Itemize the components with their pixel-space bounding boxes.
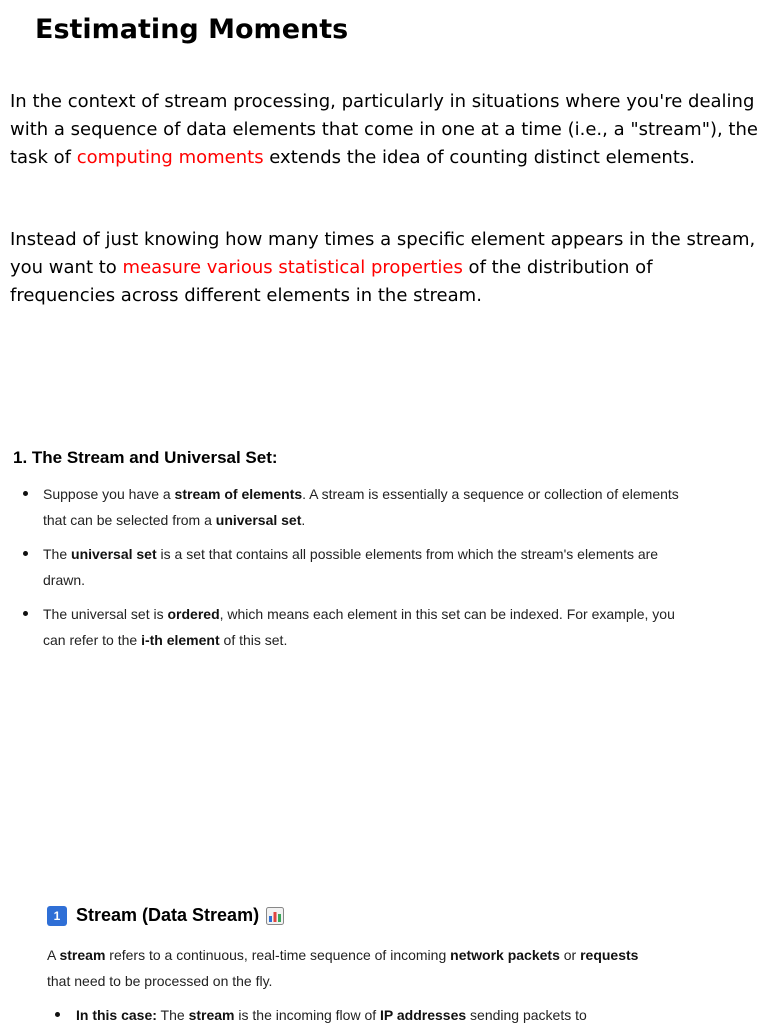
body-text: refers to a continuous, real-time sequence of incoming <box>105 947 451 963</box>
para1-text-before: In the context of stream processing, particularly in situations where you're dealing with a sequence of data elements that come in one at a time (i.e., a "stream"), the task of <box>10 91 758 168</box>
body-text: or <box>559 947 581 963</box>
page-title: Estimating Moments <box>35 14 349 45</box>
body-bold: stream <box>59 947 106 963</box>
item-bold: universal set <box>215 512 302 528</box>
intro-paragraph <box>10 88 760 172</box>
second-paragraph <box>10 226 760 310</box>
item-text: . <box>301 512 306 528</box>
para2-text-before: Instead of just knowing how many times a specific element appears in the stream, you want to <box>10 229 756 278</box>
section1-heading: 1. The Stream and Universal Set: <box>13 448 278 467</box>
item-bold: stream of elements <box>174 486 303 502</box>
number-one-keycap-icon: 1 <box>47 906 67 926</box>
item-text: The <box>156 1007 189 1023</box>
section2-heading <box>47 905 284 926</box>
section2-heading-text: Stream (Data Stream) <box>76 905 260 925</box>
para2-highlight: measure various statistical properties <box>122 257 463 278</box>
item-bold: universal set <box>71 546 157 562</box>
list-item <box>20 481 700 533</box>
item-bold: IP addresses <box>380 1007 467 1023</box>
item-bold: In this case: <box>76 1007 157 1023</box>
item-text: is a set that contains all possible elements from which the stream's elements are drawn. <box>43 546 659 588</box>
item-text: sending packets to <box>466 1007 587 1023</box>
item-text: . A stream is essentially a sequence or collection of elements that can be selected from a <box>43 486 679 528</box>
para1-text-after: extends the idea of counting distinct elements. <box>263 147 695 168</box>
body-text: A <box>47 947 60 963</box>
list-item <box>52 1002 732 1028</box>
section2-body <box>47 942 647 994</box>
item-text: is the incoming flow of <box>234 1007 381 1023</box>
item-text: The <box>43 546 72 562</box>
item-text: , which means each element in this set can be indexed. For example, you can refer to the <box>43 606 675 648</box>
section1-bullet-list <box>20 481 700 661</box>
body-text: that need to be processed on the fly. <box>47 973 273 989</box>
bar-chart-icon <box>266 907 284 925</box>
item-text: Suppose you have a <box>43 486 175 502</box>
item-bold: i-th element <box>141 632 220 648</box>
list-item <box>20 541 700 593</box>
item-text: The universal set is <box>43 606 168 622</box>
item-text: of this set. <box>219 632 288 648</box>
body-bold: network packets <box>450 947 560 963</box>
list-item <box>20 601 700 653</box>
para2-text-after: of the distribution of frequencies across different elements in the stream. <box>10 257 653 306</box>
para1-highlight: computing moments <box>76 147 264 168</box>
body-bold: requests <box>580 947 639 963</box>
section2-bullet-list <box>52 1002 732 1028</box>
item-bold: ordered <box>167 606 220 622</box>
item-bold: stream <box>188 1007 235 1023</box>
